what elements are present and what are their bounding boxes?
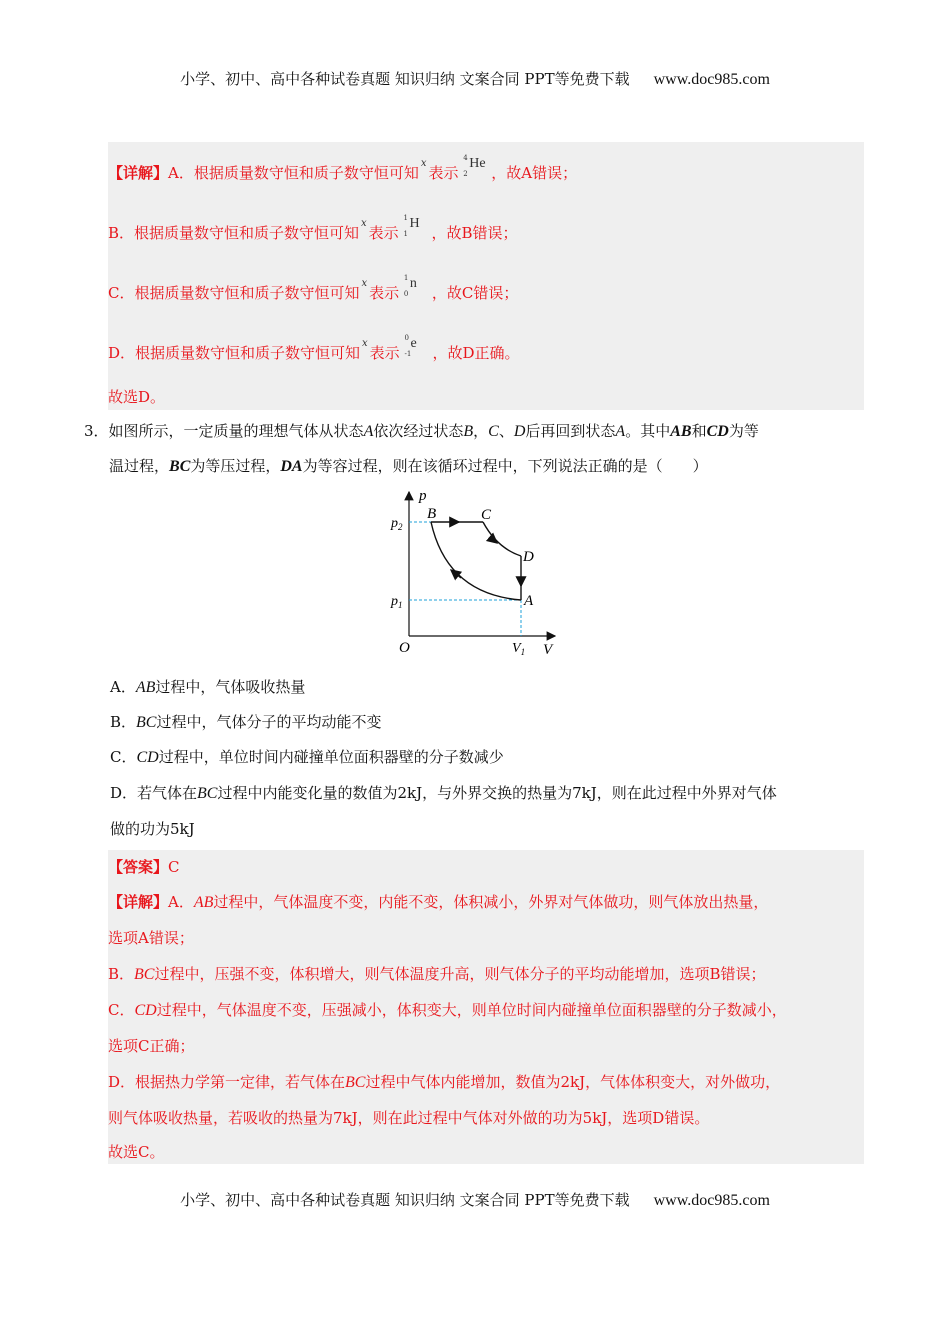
option-D[interactable]: D．若气体在BC过程中内能变化量的数值为2kJ，与外界交换的热量为7kJ，则在此过程中外界对气体 [110, 784, 777, 802]
header-text: 小学、初中、高中各种试卷真题 知识归纳 文案合同 PPT等免费下载 [180, 70, 630, 88]
answer-value: C [168, 858, 180, 876]
answer-detail-B: B．BC过程中，压强不变，体积增大，则气体温度升高，则气体分子的平均动能增加，选项B错误； [108, 965, 766, 983]
axis-label-v: V [543, 642, 553, 658]
prev-C-result: ，故C错误； [431, 284, 519, 302]
prev-D-text: D．根据质量数守恒和质子数守恒可知 [108, 344, 361, 362]
option-C[interactable]: C．CD过程中，单位时间内碰撞单位面积器壁的分子数减少 [110, 748, 504, 766]
option-A[interactable]: A．AB过程中，气体吸收热量 [110, 678, 306, 696]
prev-detail-C [108, 274, 519, 304]
point-B: B [427, 506, 437, 522]
prev-detail-D [108, 334, 520, 364]
nuclide-helium: 4 2 He [463, 154, 486, 178]
nuclide-neutron: 1 0 n [403, 274, 417, 298]
answer-detail-C2: 选项C正确； [108, 1037, 195, 1055]
prev-A-mid: 表示 [428, 164, 459, 182]
prev-C-mid: 表示 [369, 284, 400, 302]
answer-detail-A2: 选项A错误； [108, 929, 194, 947]
answer-detail-D: D．根据热力学第一定律，若气体在BC过程中气体内能增加，数值为2kJ，气体体积变大，对外做功， [108, 1073, 781, 1091]
answer-detail-D2: 则气体吸收热量，若吸收的热量为7kJ，则在此过程中气体对外做的功为5kJ，选项D错误。 [108, 1109, 710, 1127]
prev-D-mid: 表示 [369, 344, 400, 362]
prev-D-result: ，故D正确。 [432, 344, 520, 362]
prev-C-text: C．根据质量数守恒和质子数守恒可知 [108, 284, 360, 302]
origin-label: O [399, 640, 410, 656]
prev-detail-B [108, 214, 518, 244]
axis-label-p: p [419, 488, 427, 504]
question-line-2: 温过程，BC为等压过程，DA为等容过程，则在该循环过程中，下列说法正确的是（ ） [109, 457, 708, 475]
x-variable: x [361, 278, 368, 289]
process-AB [431, 522, 521, 600]
v1-label: $V_1$ [512, 641, 526, 657]
point-C: C [481, 507, 492, 523]
x-variable: x [361, 218, 367, 229]
nuclide-hydrogen: 1 1 H [403, 214, 420, 238]
x-variable: x [420, 158, 427, 169]
process-CD [483, 522, 521, 556]
nuclide-electron: 0 -1 e [404, 334, 417, 358]
prev-conclusion: 故选D。 [108, 388, 166, 406]
p1-label: $p_1$ [391, 594, 403, 610]
option-B[interactable]: B．BC过程中，气体分子的平均动能不变 [110, 713, 382, 731]
prev-detail-box [108, 142, 864, 410]
answer-detail-A: 【详解】A．AB过程中，气体温度不变，内能不变，体积减小，外界对气体做功，则气体放出热量， [108, 893, 769, 911]
p2-label: $p_2$ [391, 516, 403, 532]
question-line-1: 3．如图所示，一定质量的理想气体从状态A依次经过状态B，C、D后再回到状态A。其中AB和CD为等 [84, 422, 759, 440]
prev-B-result: ，故B错误； [431, 224, 518, 242]
pv-diagram [385, 486, 570, 658]
page-header [0, 68, 950, 89]
header-site[interactable]: www.doc985.com [653, 71, 770, 88]
answer-box [108, 850, 864, 1164]
prev-A-text: A．根据质量数守恒和质子数守恒可知 [168, 164, 419, 182]
answer-line: 【答案】C [108, 858, 180, 876]
answer-conclusion: 故选C。 [108, 1143, 165, 1161]
prev-B-text: B．根据质量数守恒和质子数守恒可知 [108, 224, 360, 242]
footer-site[interactable]: www.doc985.com [653, 1192, 770, 1209]
prev-A-result: ，故A错误； [491, 164, 578, 182]
footer-text: 小学、初中、高中各种试卷真题 知识归纳 文案合同 PPT等免费下载 [180, 1191, 630, 1209]
option-D-line2: 做的功为5kJ [110, 820, 195, 838]
prev-B-mid: 表示 [368, 224, 399, 242]
process-AB-arrow [451, 570, 461, 578]
page-footer [0, 1189, 950, 1210]
question-3 [84, 414, 864, 484]
x-variable: x [362, 338, 368, 349]
answer-detail-C: C．CD过程中，气体温度不变，压强减小，体积变大，则单位时间内碰撞单位面积器壁的分子数减小， [108, 1001, 787, 1019]
point-A: A [524, 593, 534, 609]
point-D: D [523, 549, 534, 565]
prev-detail-A [108, 154, 578, 184]
detail-label: 【详解】 [108, 164, 169, 182]
